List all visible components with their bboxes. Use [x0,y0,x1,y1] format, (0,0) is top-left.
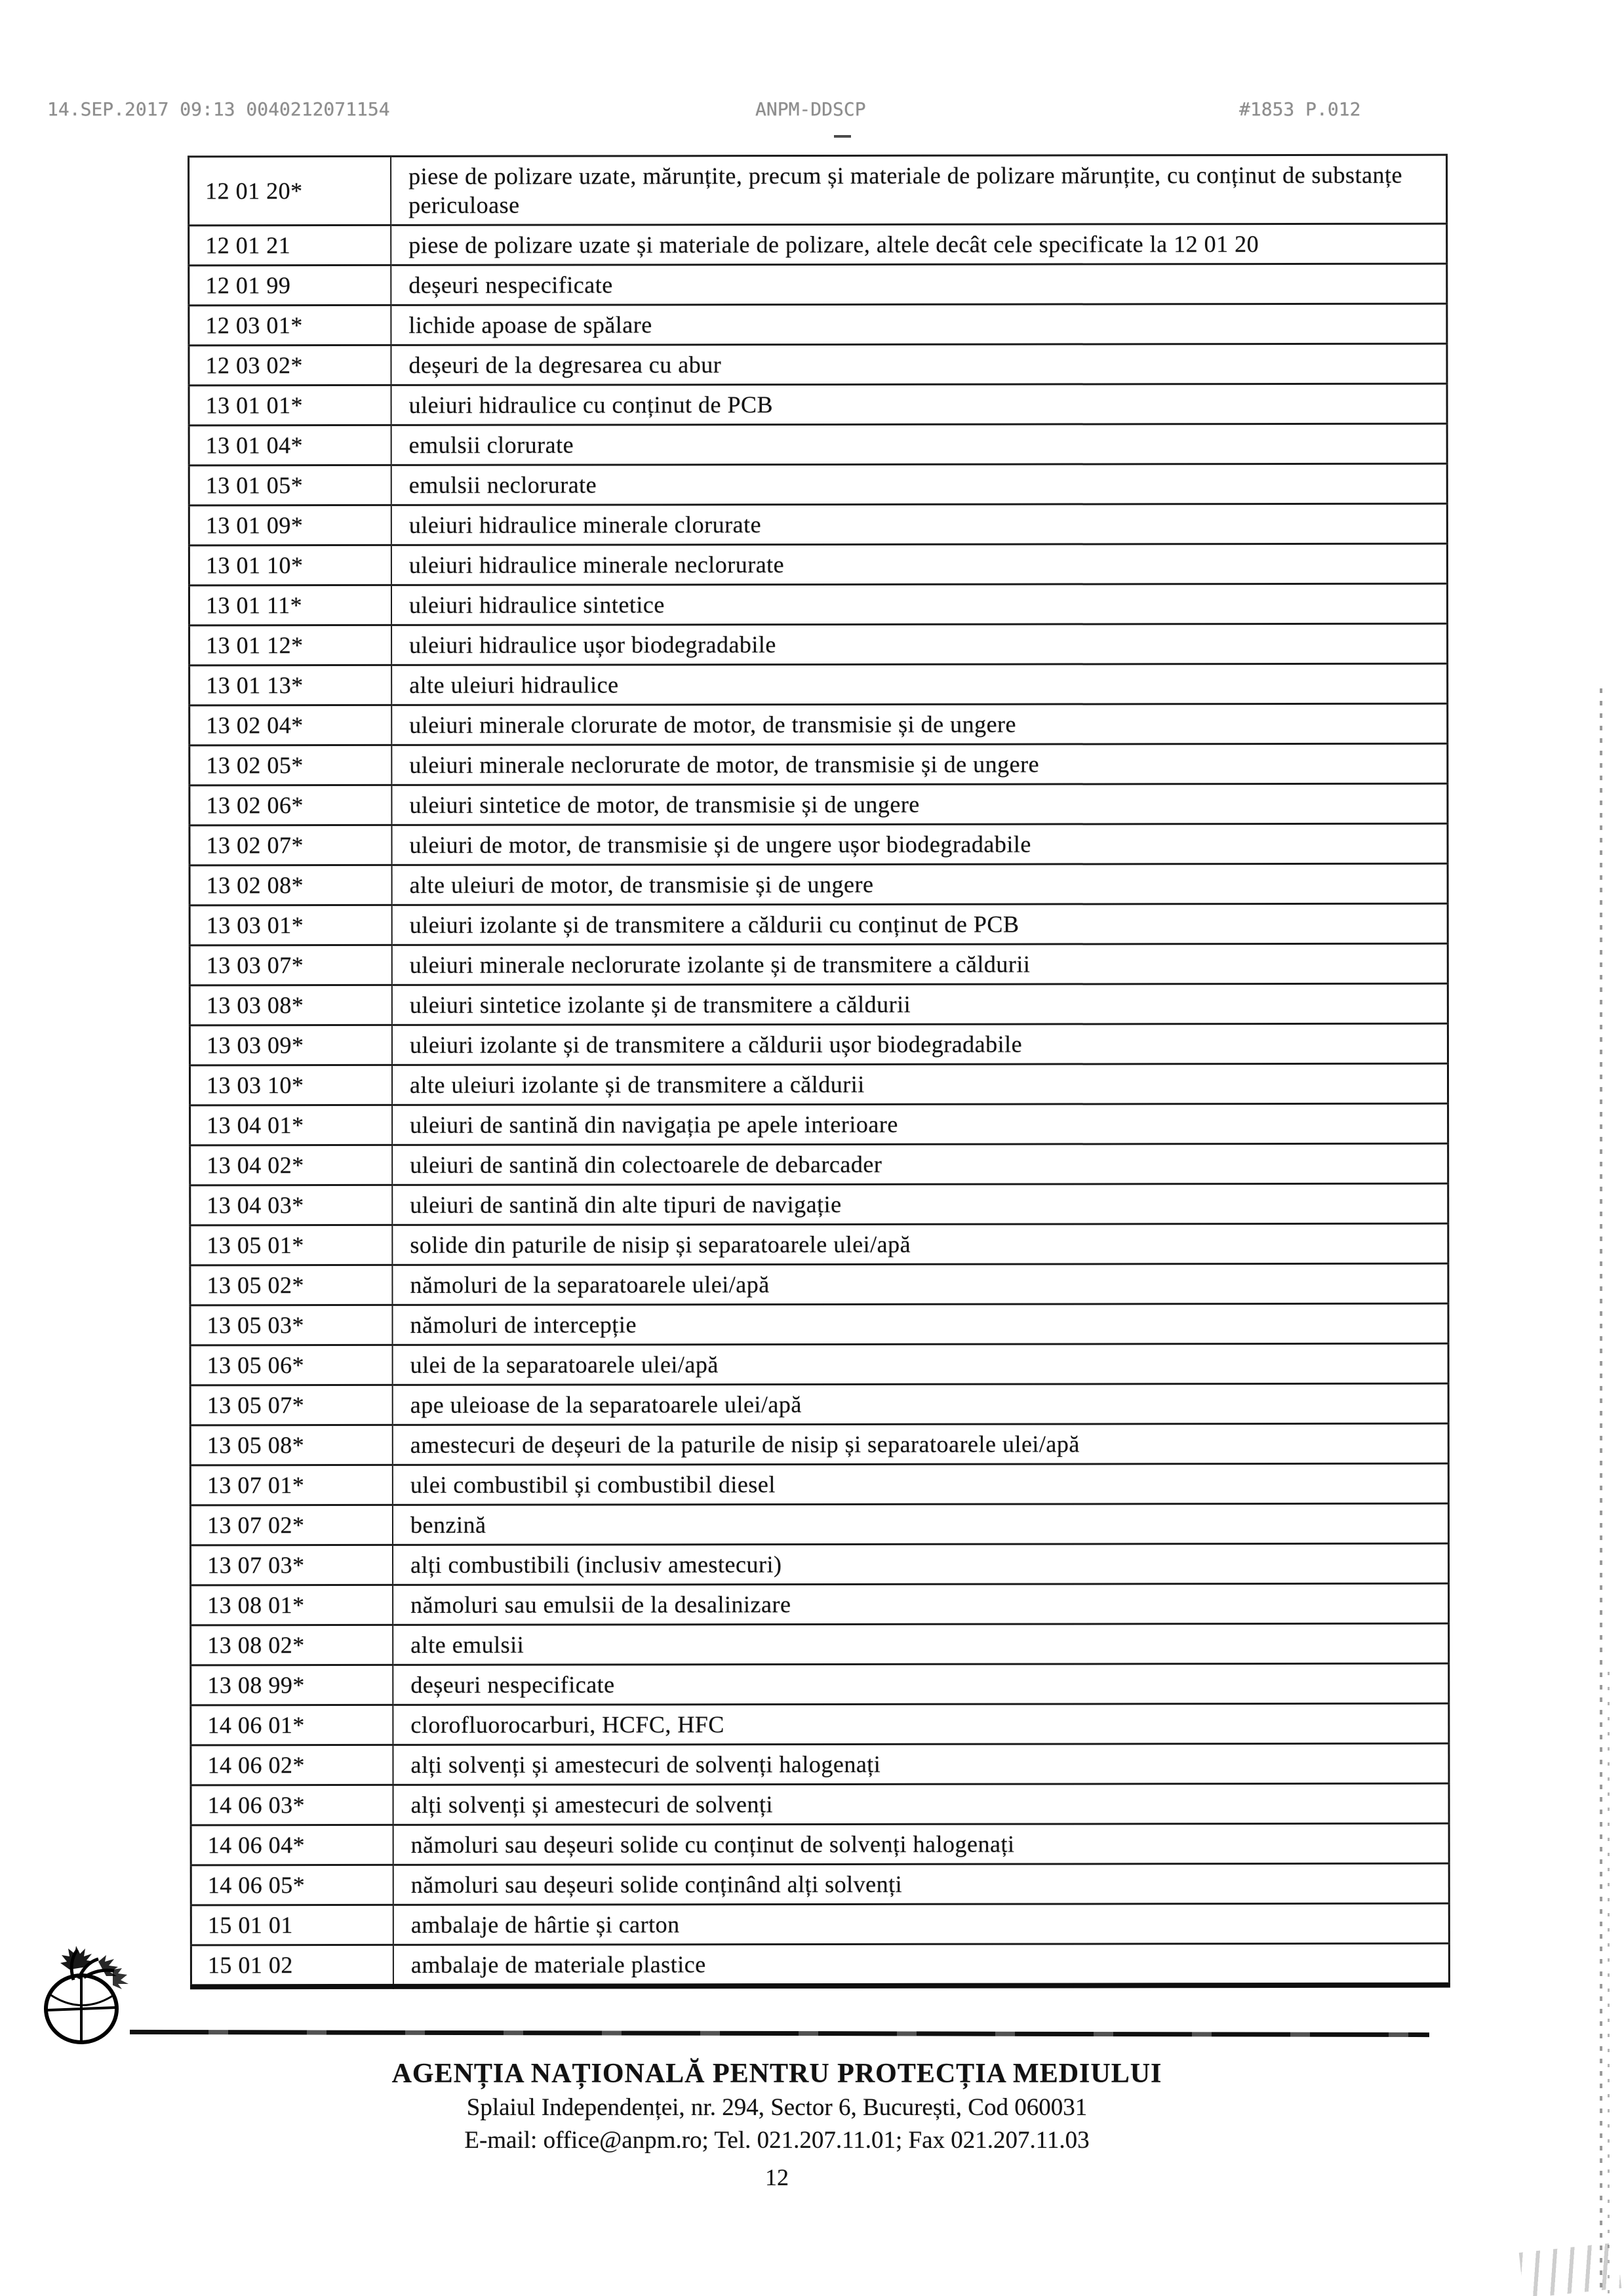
waste-code-cell: 14 06 03* [191,1785,393,1825]
waste-code-cell: 15 01 02 [191,1945,393,1987]
waste-description-cell: piese de polizare uzate și materiale de polizare, altele decât cele specificate la 12 01 20 [391,224,1447,265]
waste-description-cell: uleiuri hidraulice ușor biodegradabile [391,623,1448,665]
fax-timestamp: 14.SEP.2017 09:13 0040212071154 [47,98,390,120]
waste-description-cell: uleiuri minerale neclorurate de motor, de transmisie și de ungere [391,743,1448,785]
waste-description-cell: piese de polizare uzate, mărunțite, precum și materiale de polizare mărunțite, cu conținut de substanțe periculoase [391,155,1447,225]
table-row [189,703,1448,745]
footer-contact: E-mail: office@anpm.ro; Tel. 021.207.11.01; Fax 021.207.11.03 [464,2127,1090,2154]
waste-description-cell: uleiuri minerale clorurate de motor, de transmisie și de ungere [391,703,1448,745]
table-row [190,1223,1448,1265]
waste-description-cell: alte uleiuri hidraulice [391,663,1448,705]
footer-organization: AGENȚIA NAȚIONALĂ PENTRU PROTECȚIA MEDIULUI [391,2059,1162,2089]
table-row [189,344,1447,386]
table-row [190,1263,1448,1305]
table-row [189,743,1448,785]
footer-address: Splaiul Independenței, nr. 294, Sector 6, București, Cod 060031 [466,2094,1088,2121]
table-row [189,623,1448,665]
waste-code-cell: 13 04 01* [190,1105,393,1145]
waste-code-cell: 13 02 06* [189,785,392,825]
table-row [189,264,1447,306]
waste-code-cell: 14 06 01* [191,1705,393,1745]
waste-code-cell: 13 01 04* [189,425,391,465]
waste-description-cell: uleiuri de santină din colectoarele de debarcader [392,1143,1448,1185]
fax-sender-id: ANPM-DDSCP [755,98,866,120]
waste-description-cell: uleiuri hidraulice minerale neclorurate [391,544,1448,585]
waste-code-cell: 13 03 07* [189,945,392,985]
waste-code-cell: 13 07 03* [191,1545,393,1585]
table-row [190,1423,1448,1465]
waste-code-cell: 13 05 02* [190,1265,393,1305]
waste-code-cell: 13 01 01* [189,385,391,425]
waste-code-cell: 13 02 05* [189,745,392,785]
waste-description-cell: nămoluri de intercepție [392,1303,1448,1345]
waste-code-cell: 13 08 02* [191,1625,393,1665]
waste-description-cell: alți solvenți și amestecuri de solvenți [393,1783,1450,1825]
waste-description-cell: uleiuri izolante și de transmitere a căldurii cu conținut de PCB [392,903,1448,945]
table-row [191,1783,1449,1825]
waste-description-cell: deșeuri nespecificate [393,1663,1449,1705]
table-row [191,1743,1449,1785]
waste-code-cell: 13 07 01* [190,1465,393,1505]
waste-code-cell: 12 03 02* [189,345,391,385]
table-row [189,823,1448,865]
waste-description-cell: uleiuri hidraulice minerale clorurate [391,504,1448,545]
waste-description-cell: nămoluri de la separatoarele ulei/apă [392,1263,1448,1305]
waste-code-cell: 13 01 12* [189,625,392,665]
waste-codes-table [188,154,1450,1990]
table-row [189,783,1448,825]
table-row [189,1023,1448,1065]
waste-code-cell: 13 03 01* [189,905,392,945]
waste-description-cell: benzină [393,1503,1449,1545]
waste-code-cell: 12 01 99 [189,265,391,305]
waste-description-cell: ape uleioase de la separatoarele ulei/apă [393,1383,1449,1425]
table-row [190,1383,1448,1425]
waste-code-cell: 13 05 07* [190,1385,393,1425]
table-row [189,863,1448,905]
waste-code-cell: 13 01 11* [189,585,391,625]
waste-description-cell: ambalaje de materiale plastice [393,1943,1450,1987]
table-row [189,983,1448,1025]
waste-code-cell: 13 08 01* [191,1585,393,1625]
table-row [189,663,1448,705]
table-row [189,304,1447,346]
waste-code-cell: 15 01 01 [191,1905,393,1945]
scan-artifact-right-margin [1600,688,1602,2288]
waste-code-cell: 13 03 10* [189,1065,392,1105]
table-row [190,1143,1448,1185]
table-row [189,464,1447,505]
waste-description-cell: uleiuri izolante și de transmitere a căldurii ușor biodegradabile [392,1023,1448,1065]
waste-description-cell: deșeuri de la degresarea cu abur [391,344,1447,385]
waste-description-cell: uleiuri de santină din alte tipuri de navigație [392,1183,1448,1225]
waste-description-cell: uleiuri hidraulice sintetice [391,584,1448,625]
waste-code-cell: 13 02 04* [189,705,392,745]
waste-codes-table-body [189,155,1450,1987]
waste-code-cell: 14 06 04* [191,1825,393,1865]
waste-description-cell: nămoluri sau deșeuri solide cu conținut de solvenți halogenați [393,1823,1450,1865]
waste-code-cell: 13 01 10* [189,545,391,585]
scan-artifact-corner [1519,2242,1621,2296]
globe-plant-logo [30,1939,142,2051]
table-row [191,1663,1449,1705]
waste-description-cell: solide din paturile de nisip și separatoarele ulei/apă [392,1223,1448,1265]
fax-page-id: #1853 P.012 [1239,98,1361,120]
waste-description-cell: alte uleiuri de motor, de transmisie și de ungere [392,863,1448,905]
waste-description-cell: nămoluri sau emulsii de la desalinizare [393,1583,1449,1625]
table-row [190,1303,1448,1345]
waste-code-cell: 13 01 09* [189,505,391,545]
waste-description-cell: uleiuri sintetice de motor, de transmisie și de ungere [391,783,1448,825]
waste-description-cell: alte emulsii [393,1623,1449,1665]
waste-code-cell: 13 02 08* [189,865,392,905]
waste-code-cell: 13 05 06* [190,1345,393,1385]
waste-description-cell: alți solvenți și amestecuri de solvenți halogenați [393,1743,1449,1785]
waste-description-cell: uleiuri de motor, de transmisie și de ungere ușor biodegradabile [391,823,1448,865]
table-row [191,1943,1449,1987]
waste-description-cell: ambalaje de hârtie și carton [393,1903,1450,1945]
waste-code-cell: 12 03 01* [189,305,391,345]
scan-artifact-dash [834,135,851,138]
waste-description-cell: emulsii clorurate [391,424,1448,465]
footer-block [0,2056,1554,2192]
waste-code-cell: 14 06 02* [191,1745,393,1785]
waste-description-cell: alte uleiuri izolante și de transmitere a căldurii [392,1063,1448,1105]
waste-description-cell: uleiuri de santină din navigația pe apele interioare [392,1103,1448,1145]
page-number: 12 [765,2164,789,2190]
waste-code-cell: 13 03 08* [189,985,392,1025]
table-row [189,504,1447,545]
waste-code-cell: 13 03 09* [189,1025,392,1065]
waste-code-cell: 13 05 01* [190,1225,393,1265]
table-row [191,1863,1449,1905]
waste-code-cell: 13 07 02* [190,1505,393,1545]
table-row [191,1703,1449,1745]
waste-description-cell: alți combustibili (inclusiv amestecuri) [393,1543,1449,1585]
waste-description-cell: uleiuri minerale neclorurate izolante și de transmitere a căldurii [392,943,1448,985]
waste-description-cell: emulsii neclorurate [391,464,1448,505]
table-row [189,943,1448,985]
waste-code-cell: 13 05 03* [190,1305,393,1345]
table-row [189,155,1447,226]
table-row [191,1903,1449,1945]
waste-description-cell: clorofluorocarburi, HCFC, HFC [393,1703,1449,1745]
table-row [189,1063,1448,1105]
table-row [191,1623,1449,1665]
waste-code-cell: 14 06 05* [191,1865,393,1905]
waste-description-cell: uleiuri hidraulice cu conținut de PCB [391,384,1448,425]
waste-code-cell: 13 02 07* [189,825,392,865]
table-row [190,1343,1448,1385]
table-row [189,584,1447,625]
table-row [190,1183,1448,1225]
table-row [191,1543,1449,1585]
waste-code-cell: 13 05 08* [190,1425,393,1465]
waste-code-cell: 13 04 02* [190,1145,393,1185]
table-row [191,1583,1449,1625]
waste-code-cell: 13 01 13* [189,665,392,705]
footer-separator-rule [130,2030,1429,2037]
waste-description-cell: uleiuri sintetice izolante și de transmitere a căldurii [392,983,1448,1025]
table-row [189,424,1447,465]
table-row [190,1463,1448,1505]
scan-artifact-right-margin-2 [1608,1672,1610,2295]
waste-description-cell: ulei de la separatoarele ulei/apă [393,1343,1449,1385]
table-row [189,224,1447,266]
waste-description-cell: deșeuri nespecificate [391,264,1447,305]
waste-code-cell: 13 08 99* [191,1665,393,1705]
table-row [189,903,1448,945]
waste-description-cell: lichide apoase de spălare [391,304,1447,345]
waste-description-cell: nămoluri sau deșeuri solide conținând alți solvenți [393,1863,1450,1905]
waste-code-cell: 13 01 05* [189,465,391,505]
waste-code-cell: 12 01 21 [189,225,391,265]
waste-code-cell: 12 01 20* [189,156,391,225]
waste-code-cell: 13 04 03* [190,1185,393,1225]
table-row [191,1823,1449,1865]
table-row [190,1103,1448,1145]
table-row [189,544,1447,585]
waste-description-cell: ulei combustibil și combustibil diesel [393,1463,1449,1505]
table-row [190,1503,1448,1545]
waste-description-cell: amestecuri de deșeuri de la paturile de nisip și separatoarele ulei/apă [393,1423,1449,1465]
table-row [189,384,1447,426]
